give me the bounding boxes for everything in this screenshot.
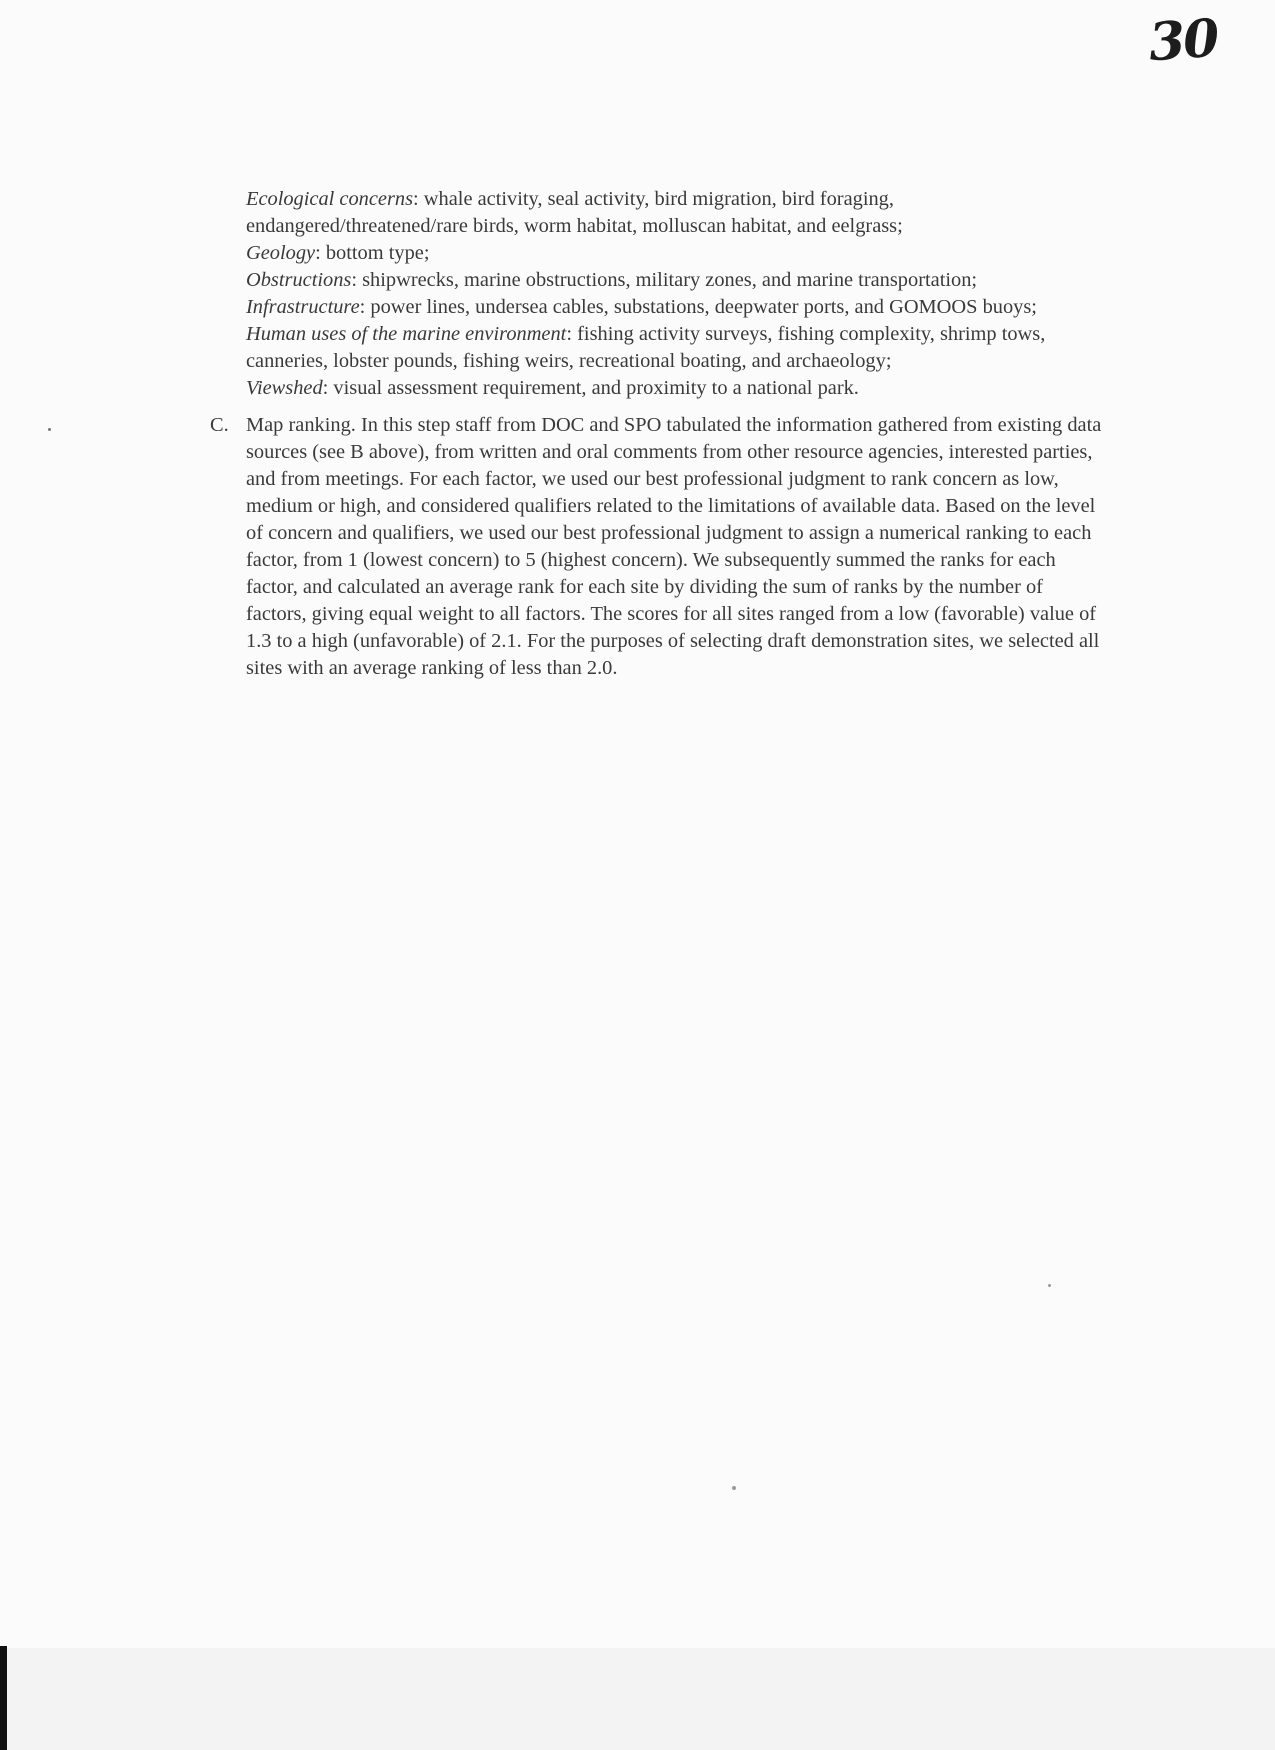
scan-speck (732, 1486, 736, 1490)
factor-label: Obstructions (246, 269, 352, 291)
scan-bottom-edge (0, 1648, 1275, 1750)
factor-label: Infrastructure (246, 296, 360, 318)
page-number: 30 (1146, 7, 1220, 74)
factor-text: : fishing activity surveys, fishing complexity, shrimp tows, canneries, lobster pounds, fishing weirs, recreational boating, and archaeology; (246, 323, 1046, 372)
section-c (210, 412, 1106, 682)
factor-viewshed (246, 375, 1106, 402)
factor-label: Human uses of the marine environment (246, 323, 567, 345)
factor-obstructions (246, 267, 1106, 294)
factor-text: : bottom type; (315, 242, 430, 264)
section-c-marker: C. (210, 414, 229, 436)
factor-human-uses (246, 321, 1106, 375)
factor-geology (246, 240, 1106, 267)
factor-label: Geology (246, 242, 316, 264)
factor-label: Ecological concerns (246, 188, 414, 210)
factor-text: : visual assessment requirement, and proximity to a national park. (322, 377, 859, 399)
factor-text: : shipwrecks, marine obstructions, military zones, and marine transportation; (351, 269, 978, 291)
factor-text: : power lines, undersea cables, substations, deepwater ports, and GOMOOS buoys; (359, 296, 1037, 318)
factor-infrastructure (246, 294, 1106, 321)
scan-left-edge (0, 1646, 7, 1750)
factor-label: Viewshed (246, 377, 323, 399)
section-c-text: Map ranking. In this step staff from DOC and SPO tabulated the information gathered from existing data sources (see B above), from written and oral comments from other resource agencies, interested parties, and from meetings. For each factor, we used our best professional judgment to rank concern as low, medium or high, and considered qualifiers related to the limitations of available data. Based on the level of concern and qualifiers, we used our best professional judgment to assign a numerical ranking to each factor, from 1 (lowest concern) to 5 (highest concern). We subsequently summed the ranks for each factor, and calculated an average rank for each site by dividing the sum of ranks by the number of factors, giving equal weight to all factors. The scores for all sites ranged from a low (favorable) value of 1.3 to a high (unfavorable) of 2.1. For the purposes of selecting draft demonstration sites, we selected all sites with an average ranking of less than 2.0. (246, 414, 1102, 679)
scan-speck (1048, 1284, 1051, 1287)
factor-ecological (246, 186, 1106, 240)
document-body (210, 186, 1106, 682)
scan-speck (48, 428, 51, 431)
factor-text: : whale activity, seal activity, bird migration, bird foraging, endangered/threatened/rare birds, worm habitat, molluscan habitat, and eelgrass; (246, 188, 903, 237)
